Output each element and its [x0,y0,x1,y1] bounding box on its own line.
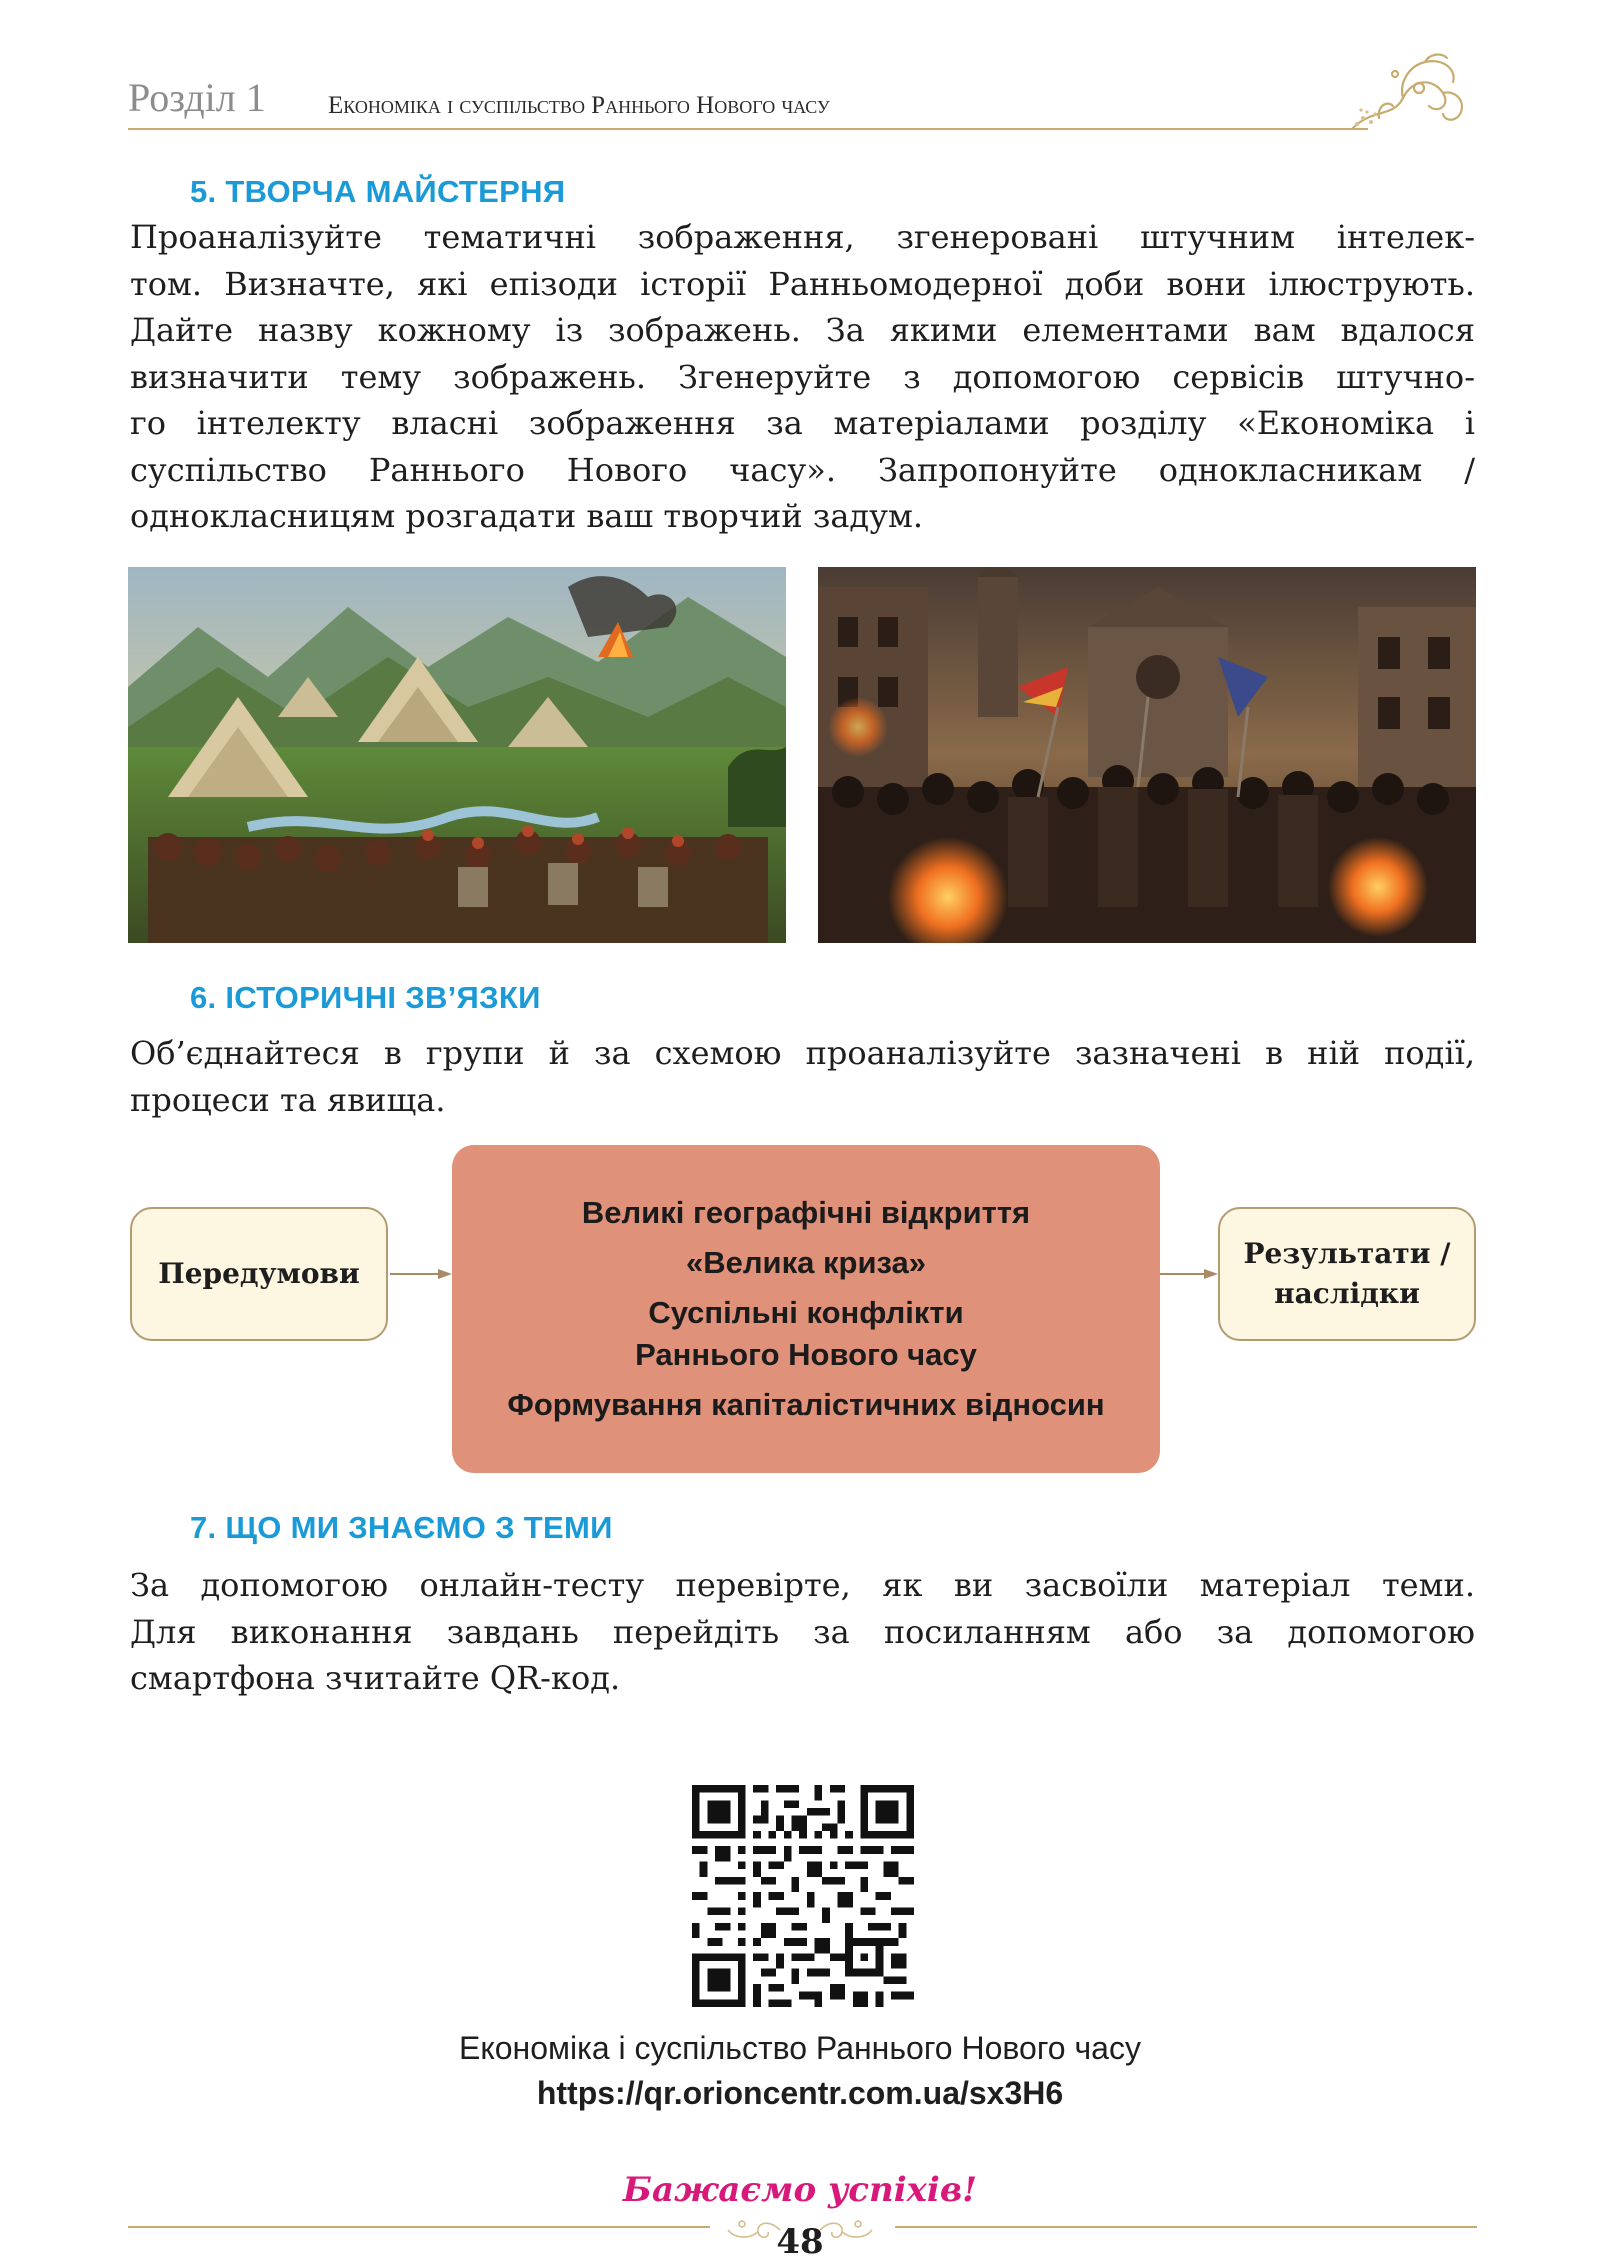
topic-item: Суспільні конфлікти [648,1295,964,1330]
topics-box [452,1145,1160,1473]
chapter-label: Розділ 1 [128,75,266,120]
qr-title: Економіка і суспільство Раннього Нового часу [459,2030,1141,2066]
section-heading-creative-workshop: 5. ТВОРЧА МАЙСТЕРНЯ [190,174,566,209]
text-line: Дайте назву кожному із зображень. За якими елементами вам вдалося [130,311,1475,349]
text-line: Проаналізуйте тематичні зображення, згенеровані штучним інтелек- [130,218,1475,256]
topic-item: Раннього Нового часу [635,1337,977,1372]
text-line: Об’єднайтеся в групи й за схемою проаналізуйте зазначені в ній події, [130,1034,1475,1072]
results-label-line2: наслідки [1274,1277,1420,1310]
text-line: том. Визначте, які епізоди історії Ранньомодерної доби вони ілюструють. [130,264,1475,303]
chapter-subtitle: Економіка і суспільство Раннього Нового часу [328,92,830,119]
text-line: процеси та явища. [130,1080,446,1119]
results-box [1218,1207,1476,1341]
causal-diagram [128,1145,1478,1475]
prerequisites-label: Передумови [158,1257,360,1290]
section5-text [130,214,1475,540]
section7-text [130,1562,1475,1702]
page-header [128,70,1473,140]
header-rule [128,128,1368,130]
qr-code[interactable] [692,1785,914,2007]
prerequisites-box [130,1207,388,1341]
page-number: 48 [776,2222,824,2262]
text-line: визначити тему зображень. Згенеруйте з допомогою сервісів штучно- [130,357,1475,396]
text-line: Для виконання завдань перейдіть за посиланням або за допомогою [130,1612,1475,1651]
text-line: смартфона зчитайте QR-код. [130,1659,621,1697]
text-line: го інтелекту власні зображення за матеріалами розділу «Економіка і [130,404,1475,442]
arrow-right-icon [390,1268,452,1280]
text-line: однокласницям розгадати ваш творчий задум. [130,497,923,535]
text-line: суспільство Раннього Нового часу». Запропонуйте однокласникам / [130,450,1475,489]
topic-item: «Велика криза» [686,1245,926,1280]
results-label-line1: Результати / [1243,1237,1451,1270]
floral-ornament-icon [1333,48,1473,138]
section-heading-historical-links: 6. ІСТОРИЧНІ ЗВ’ЯЗКИ [190,980,541,1015]
section6-text [130,1030,1475,1123]
topic-item: Формування капіталістичних відносин [507,1387,1105,1422]
arrow-right-icon [1160,1268,1218,1280]
section-heading-what-we-know: 7. ЩО МИ ЗНАЄМО З ТЕМИ [190,1510,613,1545]
ai-image-pyramids-conquest [128,567,786,943]
text-line: За допомогою онлайн-тесту перевірте, як ви засвоїли матеріал теми. [130,1566,1475,1604]
ai-image-town-uprising [818,567,1476,943]
topic-item: Великі географічні відкриття [581,1195,1031,1230]
good-luck-wish: Бажаємо успіхів! [622,2170,978,2210]
qr-link[interactable]: https://qr.orioncentr.com.ua/sx3H6 [536,2075,1064,2111]
